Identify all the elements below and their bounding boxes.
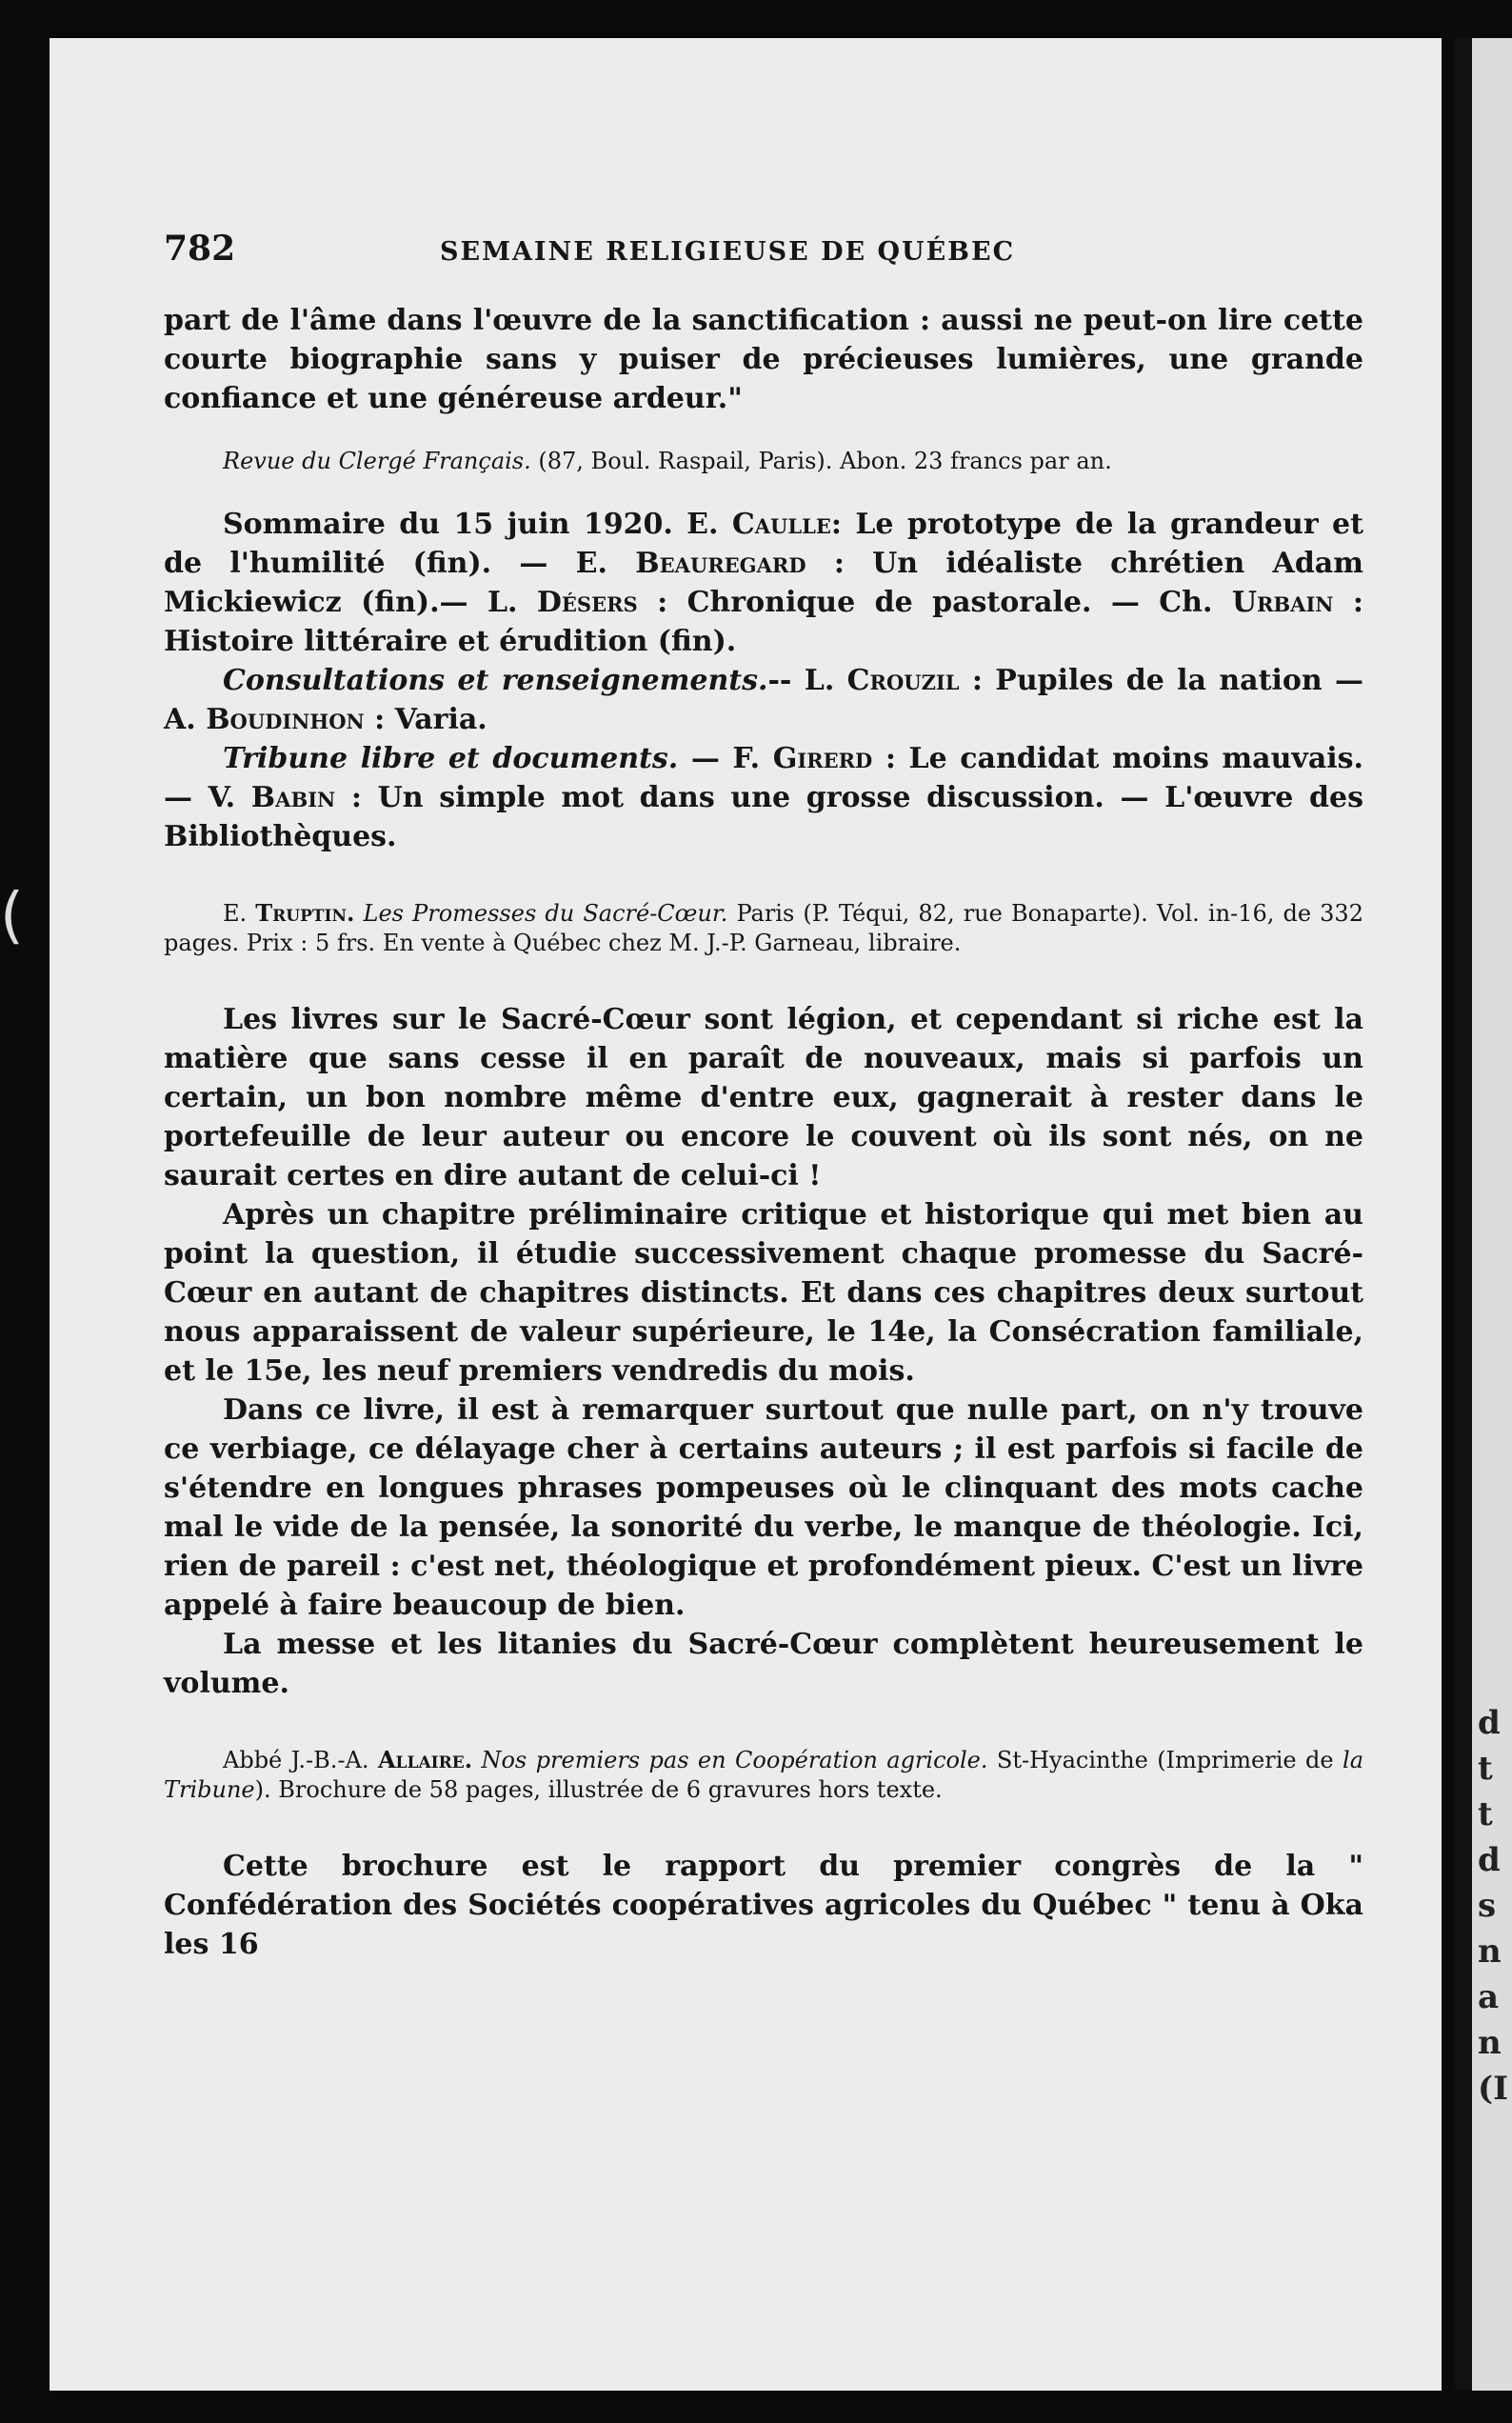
paragraph-messe: La messe et les litanies du Sacré-Cœur complètent heureusement le volume.	[164, 1628, 1363, 1700]
citation-revue	[164, 447, 1363, 476]
tribune-label: Tribune libre et documents.	[223, 742, 679, 775]
page-clip-mark: (	[0, 881, 24, 951]
facing-glyph: d	[1478, 1841, 1501, 1879]
paragraph-livres: Les livres sur le Sacré-Cœur sont légion, et cependant si riche est la matière que sans cesse il en paraît de nouveaux, mais si parfois un certain, un bon nombre même d'entre eux, gagnerait à rester dans le portefeuille de leur auteur ou encore le couvent où ils sont nés, on ne saurait certes en dire autant de celui-ci !	[164, 1003, 1363, 1192]
truptin-initial: E.	[223, 900, 248, 927]
sommaire-text-5: : Histoire littéraire et érudition (fin).	[164, 586, 1363, 658]
facing-glyph: d	[1478, 1704, 1501, 1742]
allaire-publisher: la Tribune	[164, 1747, 1363, 1803]
facing-page-glyphs	[1478, 1700, 1508, 2112]
facing-glyph: t	[1478, 1750, 1493, 1788]
facing-page-edge	[1455, 38, 1512, 2391]
citation-truptin	[164, 898, 1363, 958]
running-title: SEMAINE RELIGIEUSE DE QUÉBEC	[440, 237, 1016, 267]
revue-title: Revue du Clergé Français.	[223, 448, 531, 474]
consultations-text-1: -- L.	[767, 664, 835, 697]
allaire-details-1: St-Hyacinthe (Imprimerie de	[996, 1747, 1334, 1773]
truptin-details: Paris (P. Téqui, 82, rue Bonaparte). Vol. in-16, de 332 pages. Prix : 5 frs. En vente à Québec chez M. J.-P. Garneau, libraire.	[164, 900, 1363, 956]
allaire-title: Nos premiers pas en Coopération agricole.	[481, 1747, 988, 1773]
tribune-text-3: : Un simple mot dans une grosse discussion. — L'œuvre des Bibliothèques.	[164, 781, 1364, 853]
tribune-text-2: : Le candidat moins mauvais. — V.	[164, 742, 1363, 814]
consultations	[164, 661, 1363, 739]
facing-glyph: n	[1478, 1932, 1502, 1971]
paragraph-apres: Après un chapitre préliminaire critique et historique qui met bien au point la question, il étudie successivement chaque promesse du Sacré-Cœur en autant de chapitres distincts. Et dans ces chapitres deux surtout nous apparaissent de valeur supérieure, le 14e, la Consécration familiale, et le 15e, les neuf premiers vendredis du mois.	[164, 1198, 1363, 1388]
author-girerd: Girerd	[772, 742, 873, 775]
consultations-text-3: : Varia.	[374, 703, 487, 736]
book-gutter	[1455, 38, 1472, 2391]
tribune	[164, 739, 1363, 856]
scanned-page	[50, 38, 1442, 2391]
author-crouzil: Crouzil	[846, 664, 960, 697]
author-babin: Babin	[250, 781, 336, 814]
sommaire-text-3: : Un idéaliste chrétien Adam Mickiewicz (fin).— L.	[164, 547, 1363, 619]
author-boudinhon: Boudinhon	[206, 703, 365, 736]
consultations-text-2: : Pupiles de la nation — A.	[164, 664, 1364, 736]
paragraph-brochure: Cette brochure est le rapport du premier congrès de la " Confédération des Sociétés coopératives agricoles du Québec " tenu à Oka les 16	[164, 1850, 1363, 1961]
facing-glyph: s	[1478, 1887, 1497, 1925]
page-content	[164, 229, 1363, 1964]
author-beauregard: Beauregard	[635, 547, 806, 580]
sommaire-text-4: : Chronique de pastorale. — Ch.	[657, 586, 1213, 619]
allaire-author: Allaire.	[377, 1746, 473, 1773]
facing-glyph: a	[1478, 1978, 1500, 2016]
tribune-text-1: — F.	[690, 742, 761, 775]
facing-glyph: (I	[1478, 2070, 1508, 2108]
sommaire-text-1: Sommaire du 15 juin 1920. E.	[223, 508, 719, 541]
truptin-title: Les Promesses du Sacré-Cœur.	[363, 900, 728, 927]
citation-allaire	[164, 1745, 1363, 1805]
sommaire-text-2: : Le prototype de la grandeur et de l'humilité (fin). — E.	[164, 508, 1363, 580]
allaire-prefix: Abbé J.-B.-A.	[223, 1747, 369, 1773]
page-number: 782	[164, 229, 236, 269]
facing-glyph: t	[1478, 1795, 1493, 1833]
consultations-label: Consultations et renseignements.	[223, 664, 768, 697]
author-urbain: Urbain	[1231, 586, 1334, 619]
paragraph-continuation: part de l'âme dans l'œuvre de la sanctification : aussi ne peut-on lire cette courte biographie sans y puiser de précieuses lumières, une grande confiance et une généreuse ardeur."	[164, 304, 1363, 415]
paragraph-dans: Dans ce livre, il est à remarquer surtout que nulle part, on n'y trouve ce verbiage, ce délayage cher à certains auteurs ; il est parfois si facile de s'étendre en longues phrases pompeuses où le clinquant des mots cache mal le vide de la pensée, la sonorité du verbe, le manque de théologie. Ici, rien de pareil : c'est net, théologique et profondément pieux. C'est un livre appelé à faire beaucoup de bien.	[164, 1393, 1363, 1622]
author-caulle: Caulle	[731, 508, 831, 541]
sommaire	[164, 505, 1363, 661]
truptin-author: Truptin.	[255, 899, 355, 927]
allaire-details-2: ). Brochure de 58 pages, illustrée de 6 gravures hors texte.	[254, 1776, 943, 1803]
revue-details: (87, Boul. Raspail, Paris). Abon. 23 francs par an.	[538, 448, 1112, 474]
author-desers: Désers	[536, 586, 638, 619]
page-header	[164, 229, 1363, 269]
facing-glyph: n	[1478, 2024, 1502, 2062]
